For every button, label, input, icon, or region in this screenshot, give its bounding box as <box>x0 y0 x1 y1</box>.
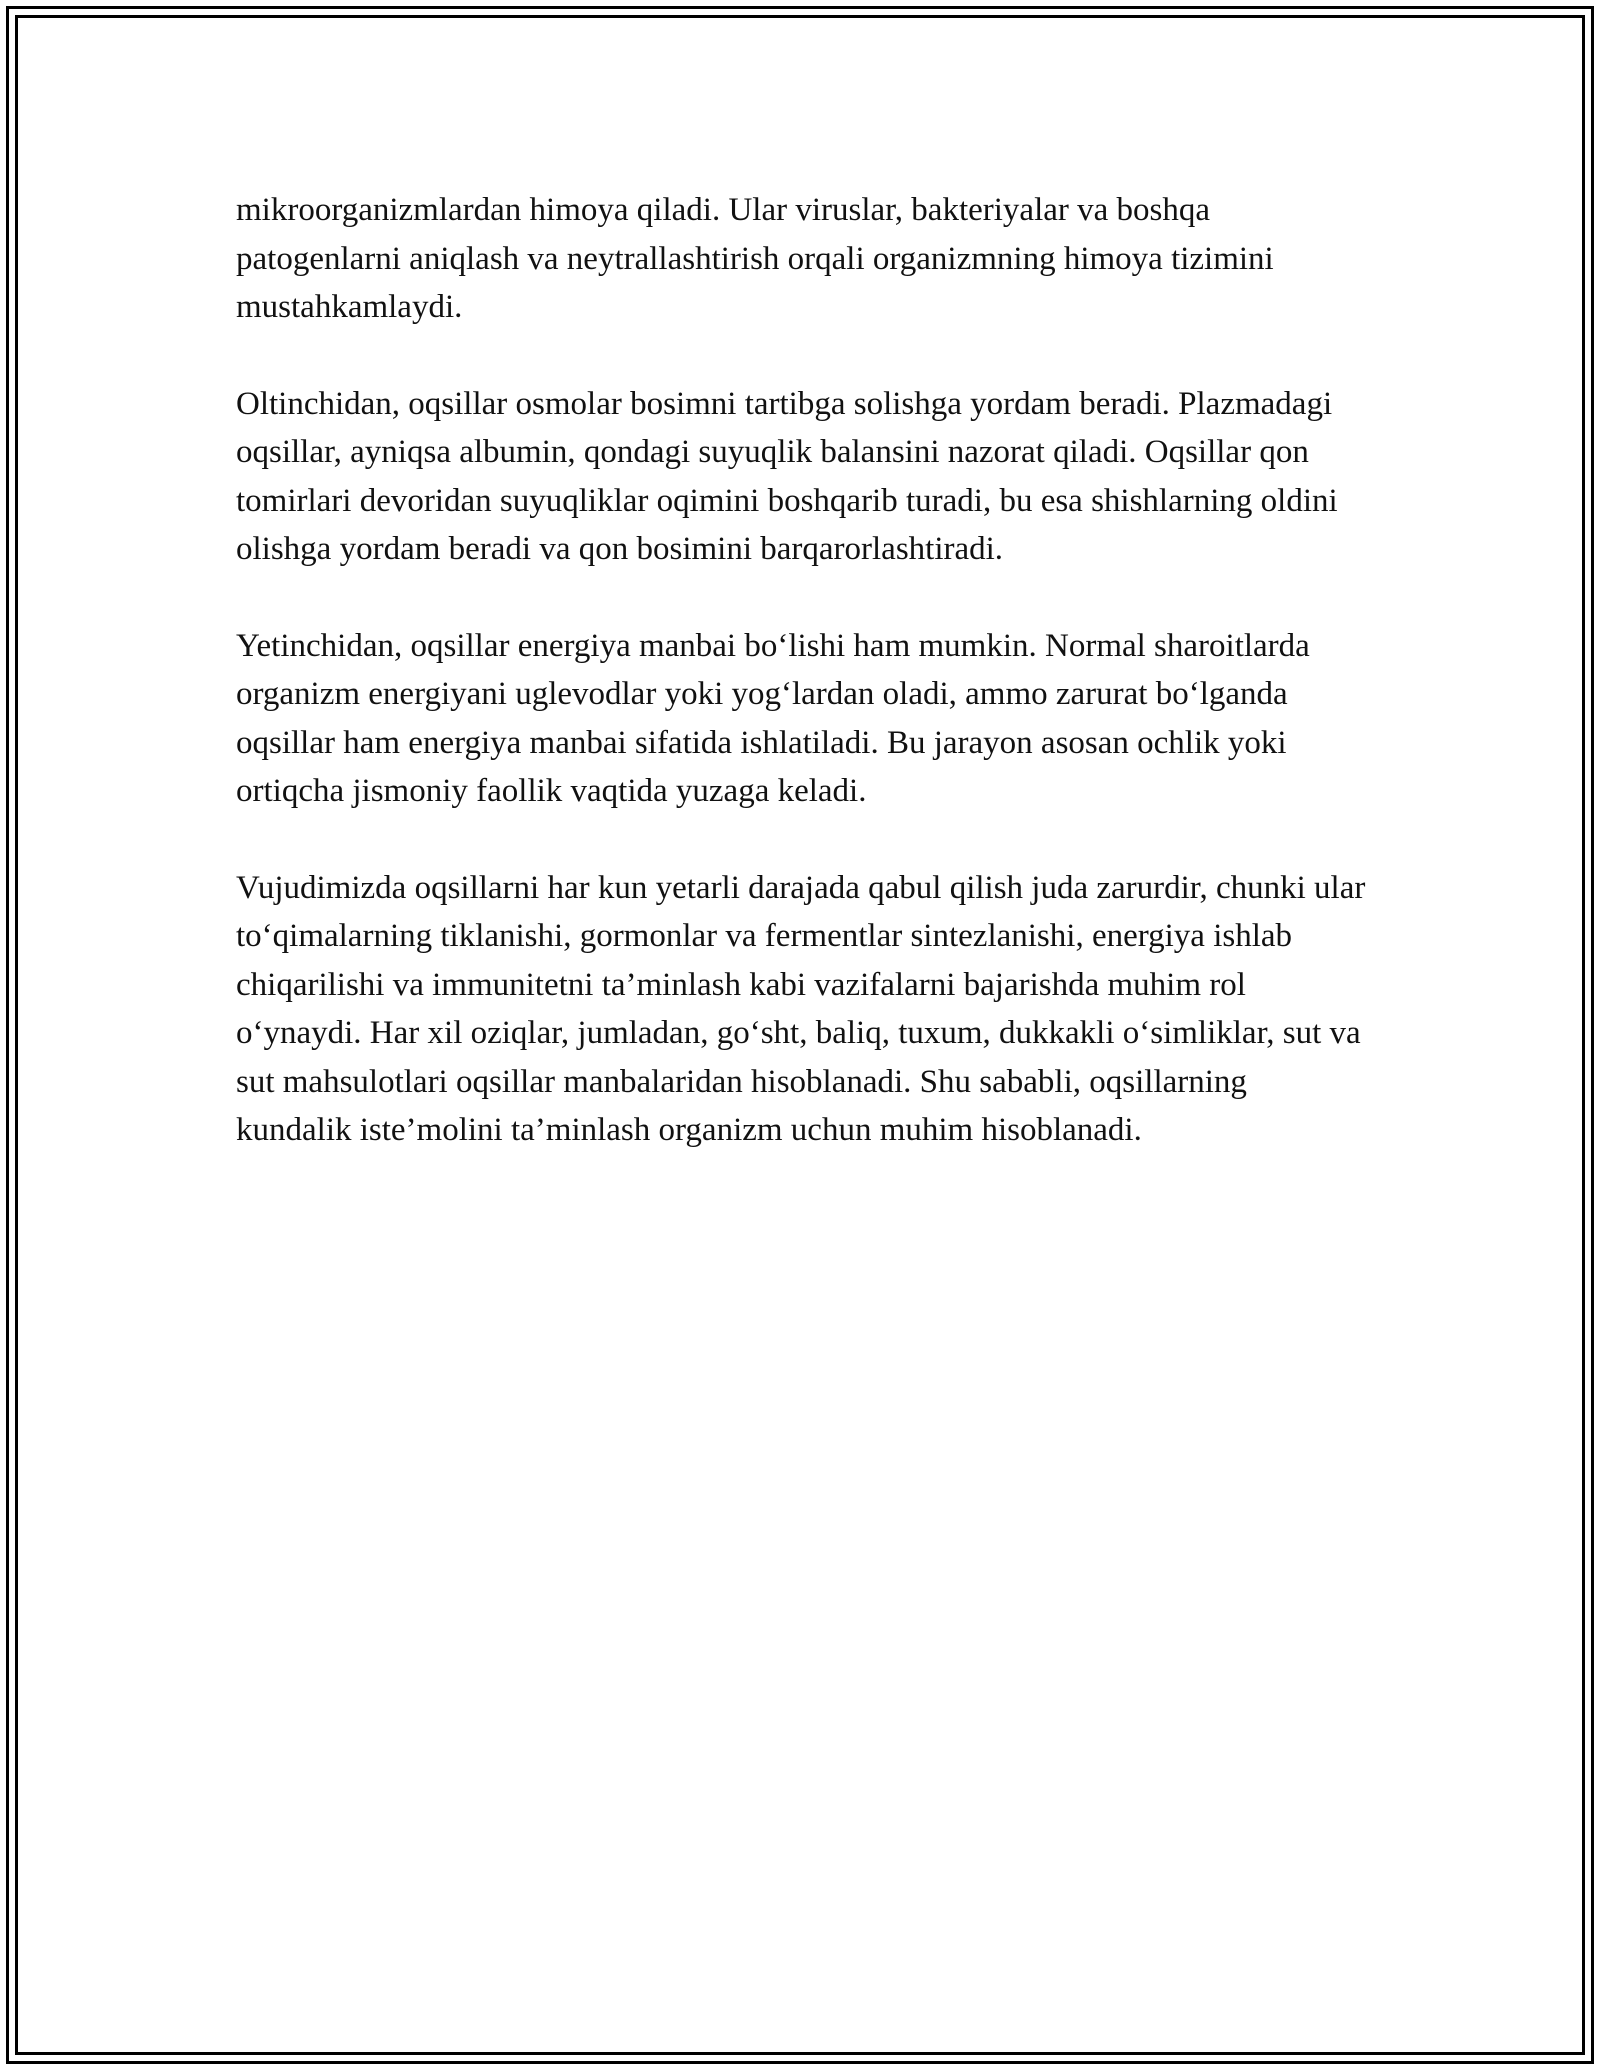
document-body <box>236 186 1366 1203</box>
paragraph-osmotic-pressure: Oltinchidan, oqsillar osmolar bosimni tartibga solishga yordam beradi. Plazmadagi oqsillar, ayniqsa albumin, qondagi suyuqlik balansini nazorat qiladi. Oqsillar qon tomirlari devoridan suyuqliklar oqimini boshqarib turadi, bu esa shishlarning oldini olishga yordam beradi va qon bosimini barqarorlashtiradi. <box>236 385 1338 567</box>
paragraph-energy-source: Yetinchidan, oqsillar energiya manbai bo‘lishi ham mumkin. Normal sharoitlarda organizm energiyani uglevodlar yoki yog‘lardan oladi, ammo zarurat bo‘lganda oqsillar ham energiya manbai sifatida ishlatiladi. Bu jarayon asosan ochlik yoki ortiqcha jismoniy faollik vaqtida yuzaga keladi. <box>236 627 1310 809</box>
paragraph-immune-protection: mikroorganizmlardan himoya qiladi. Ular viruslar, bakteriyalar va boshqa patogenlarni aniqlash va neytrallashtirish orqali organizmning himoya tizimini mustahkamlaydi. <box>236 192 1274 325</box>
paragraph-daily-intake: Vujudimizda oqsillarni har kun yetarli darajada qabul qilish juda zarurdir, chunki ular to‘qimalarning tiklanishi, gormonlar va fermentlar sintezlanishi, energiya ishlab chiqarilishi va immunitetni ta’minlash kabi vazifalarni bajarishda muhim rol o‘ynaydi. Har xil oziqlar, jumladan, go‘sht, baliq, tuxum, dukkakli o‘simliklar, sut va sut mahsulotlari oqsillar manbalaridan hisoblanadi. Shu sababli, oqsillarning kundalik iste’molini ta’minlash organizm uchun muhim hisoblanadi. <box>236 869 1366 1148</box>
